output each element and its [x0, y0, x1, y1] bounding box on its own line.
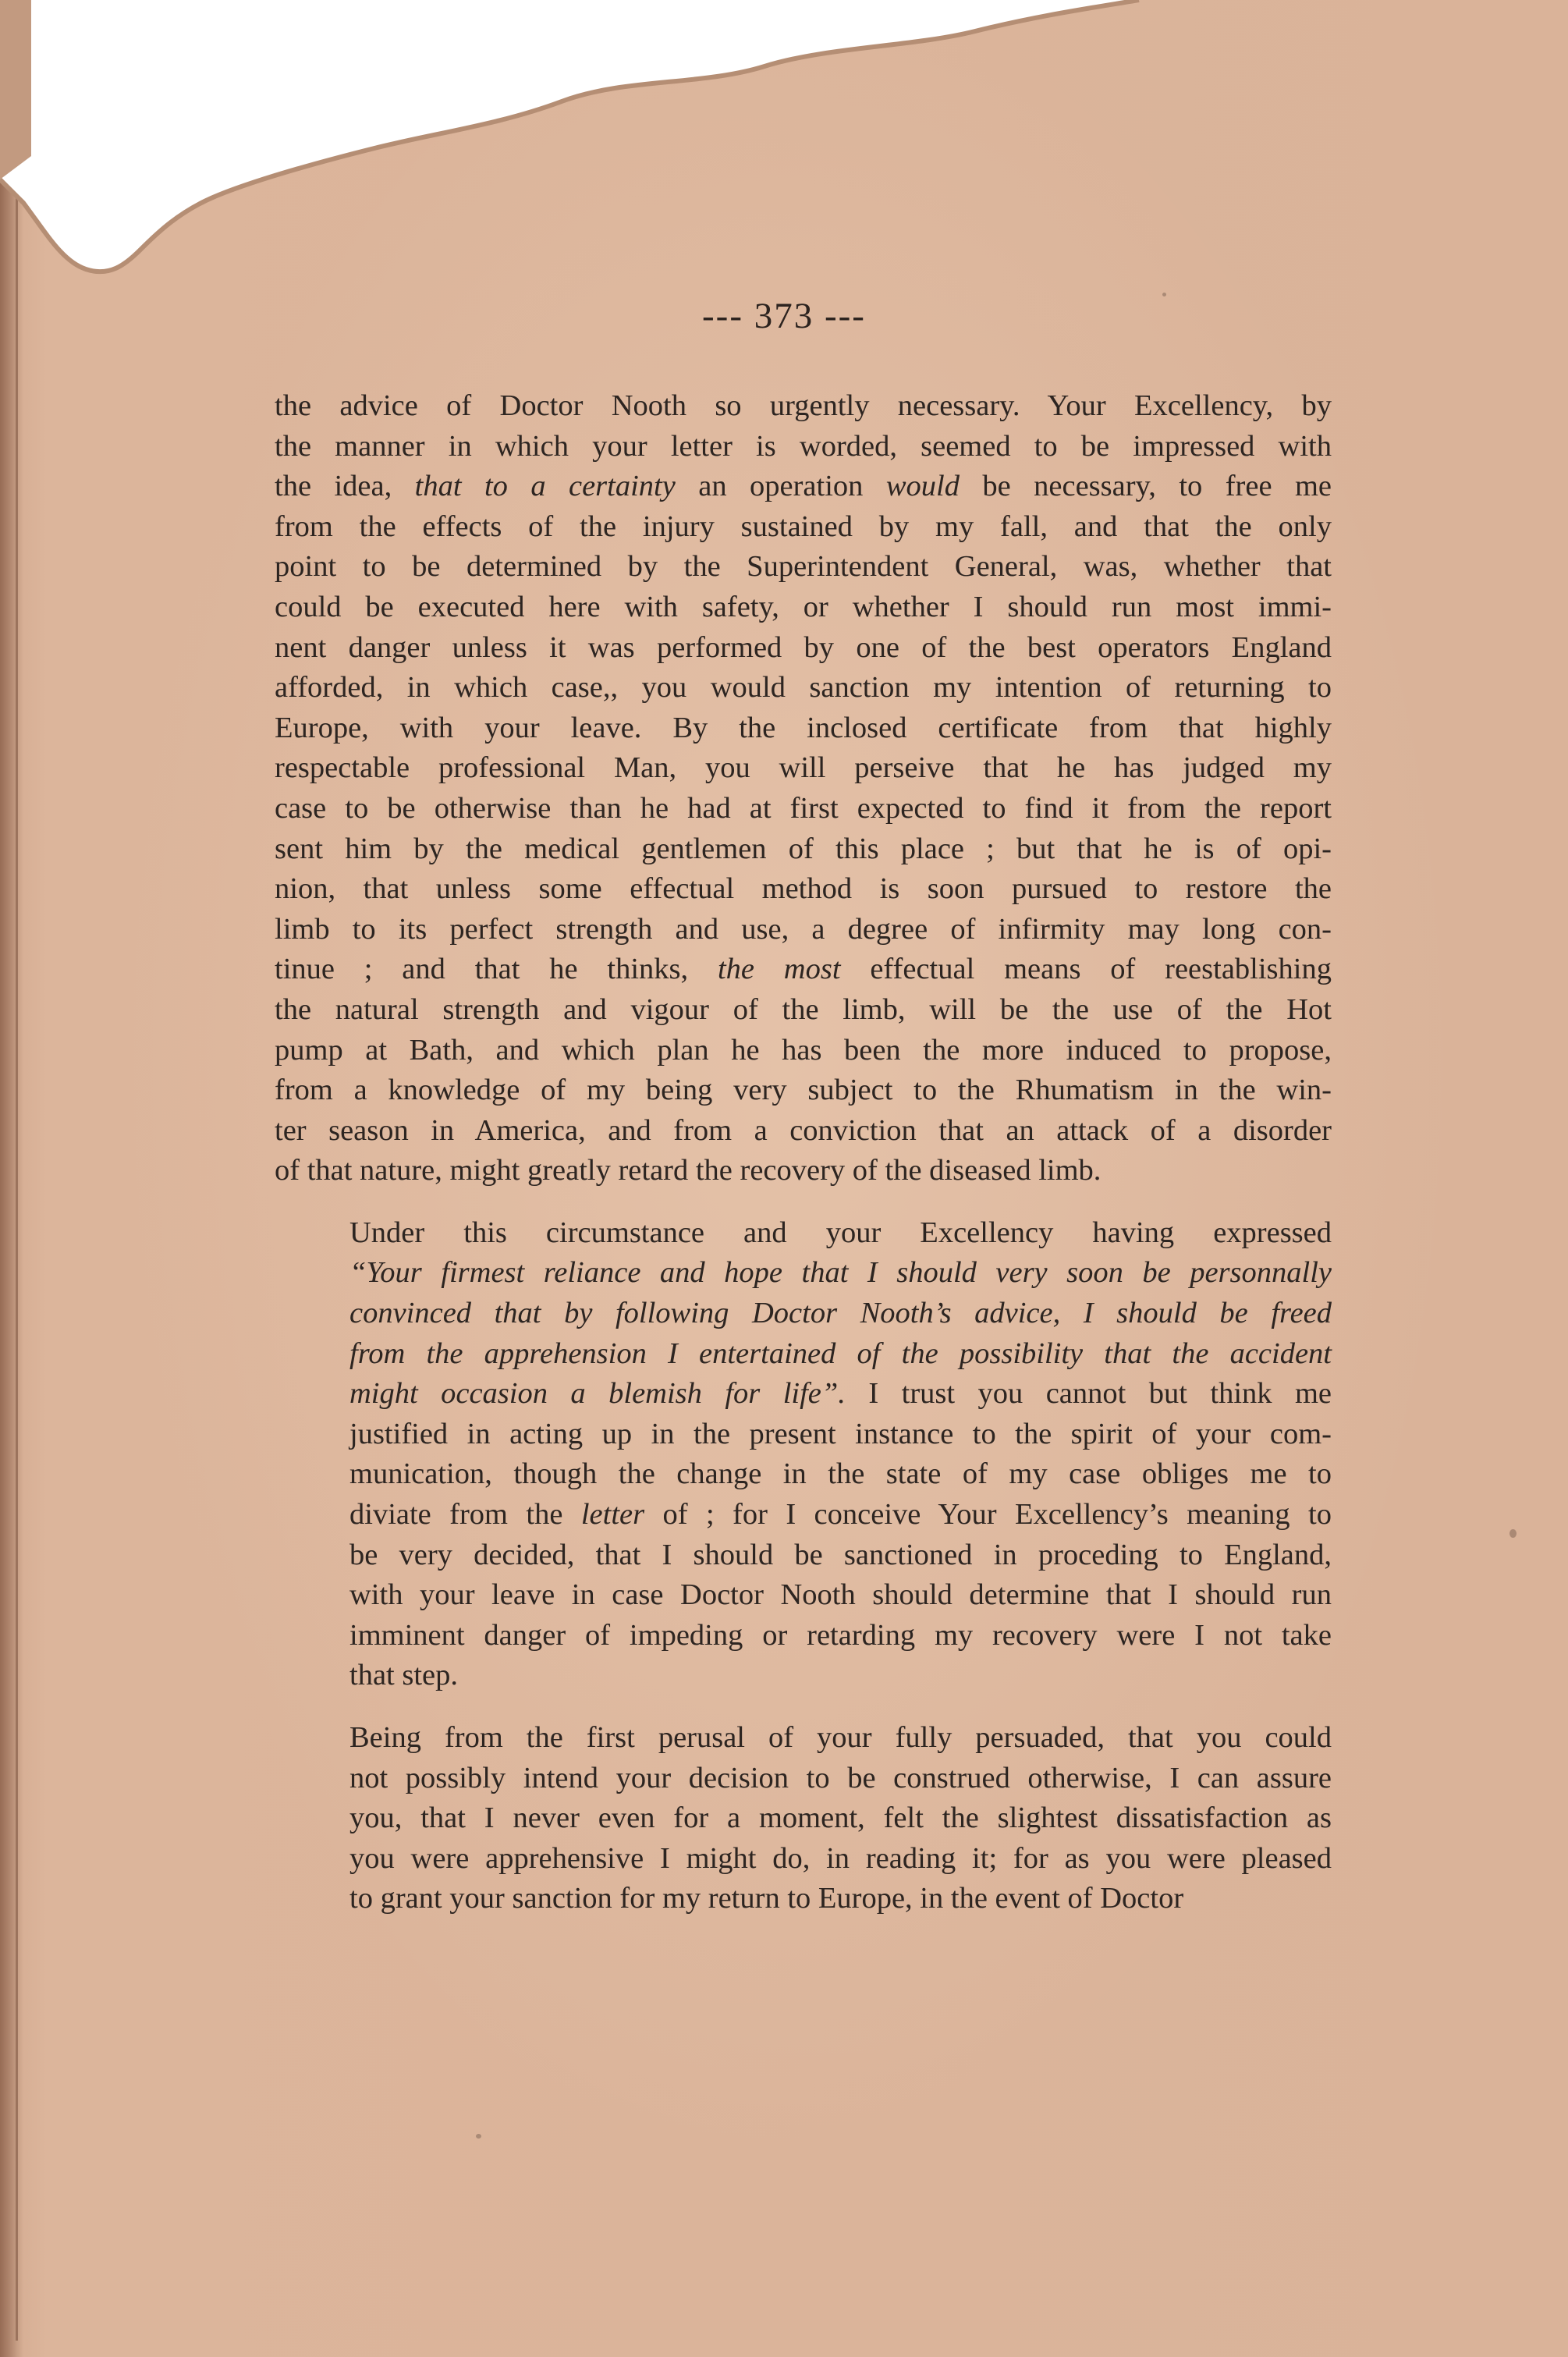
- text-run: the manner in which your letter is worded, seemed to be impressed with: [275, 429, 1332, 463]
- text-run: of that nature, might greatly retard the recovery of the diseased limb.: [275, 1154, 1102, 1187]
- text-run: Europe, with your leave. By the inclosed certificate from that highly: [275, 711, 1332, 744]
- text-run: could be executed here with safety, or whether I should run most immi-: [275, 590, 1332, 623]
- text-line: [275, 1151, 1332, 1191]
- text-run: respectable professional Man, you will perseive that he has judged my: [275, 751, 1332, 785]
- text-line: [275, 1535, 1332, 1576]
- text-line: [275, 1798, 1332, 1839]
- text-line: [275, 1334, 1332, 1375]
- text-line: [275, 467, 1332, 507]
- text-run: the advice of Doctor Nooth so urgently necessary. Your Excellency, by: [275, 389, 1332, 422]
- text-line: [275, 708, 1332, 749]
- text-run: with your leave in case Doctor Nooth should determine that I should run: [349, 1578, 1332, 1612]
- text-line: [275, 869, 1332, 910]
- binding-shadow: [0, 0, 23, 2357]
- body-text: [275, 386, 1332, 1919]
- text-line: [275, 1759, 1332, 1799]
- text-run: effectual means of reestablishing: [840, 953, 1332, 986]
- text-line: [275, 829, 1332, 870]
- text-line: [275, 1415, 1332, 1455]
- text-run: from the apprehension I entertained of the possibility that the accident: [349, 1336, 1332, 1370]
- text-run: would: [885, 470, 960, 503]
- text-run: I trust you cannot but think me: [845, 1377, 1332, 1411]
- text-run: of ; for I conceive Your Excellency’s meaning to: [644, 1498, 1332, 1532]
- text-run: might occasion a blemish for life”.: [349, 1377, 846, 1411]
- paper-speck: [1162, 293, 1166, 296]
- text-run: nent danger unless it was performed by one of the best operators England: [275, 630, 1332, 664]
- text-line: [275, 910, 1332, 950]
- text-run: pump at Bath, and which plan he has been the more induced to propose,: [275, 1033, 1332, 1067]
- torn-corner-decoration: [0, 0, 1568, 296]
- page-number: --- 373 ---: [702, 296, 866, 336]
- text-line: [275, 1253, 1332, 1294]
- text-line: [275, 1656, 1332, 1696]
- text-run: ter season in America, and from a conviction that an attack of a disorder: [275, 1113, 1332, 1147]
- paragraph: [275, 386, 1332, 1191]
- text-line: [275, 1031, 1332, 1071]
- text-run: be necessary, to free me: [959, 470, 1332, 503]
- text-line: [275, 1575, 1332, 1616]
- text-run: letter: [580, 1498, 645, 1532]
- text-run: limb to its perfect strength and use, a degree of infirmity may long con-: [275, 912, 1332, 946]
- text-line: [275, 1879, 1332, 1919]
- text-line: [275, 789, 1332, 829]
- text-run: the natural strength and vigour of the limb, will be the use of the Hot: [275, 992, 1332, 1026]
- binding-edge: [16, 94, 18, 2341]
- text-line: [275, 628, 1332, 669]
- text-run: munication, though the change in the state of my case obliges me to: [349, 1457, 1332, 1491]
- text-run: be very decided, that I should be sanctioned in proceding to England,: [349, 1538, 1332, 1571]
- text-run: diviate from the: [349, 1498, 581, 1532]
- text-line: [275, 587, 1332, 628]
- paper-speck: [1509, 1529, 1517, 1538]
- text-line: [275, 507, 1332, 548]
- text-run: Being from the first perusal of your fully persuaded, that you could: [349, 1721, 1332, 1754]
- text-line: [275, 1294, 1332, 1334]
- text-line: [275, 990, 1332, 1031]
- text-run: sent him by the medical gentlemen of this place ; but that he is of opi-: [275, 832, 1332, 865]
- text-run: an operation: [675, 470, 886, 503]
- text-line: [275, 1374, 1332, 1415]
- text-run: from a knowledge of my being very subject to the Rhumatism in the win-: [275, 1074, 1332, 1107]
- text-line: [275, 1454, 1332, 1495]
- text-line: [275, 668, 1332, 708]
- text-run: from the effects of the injury sustained by my fall, and that the only: [275, 509, 1332, 543]
- text-line: [275, 386, 1332, 427]
- text-run: that step.: [349, 1659, 458, 1692]
- text-line: [275, 1718, 1332, 1759]
- text-run: you, that I never even for a moment, felt the slightest dissatisfaction as: [349, 1801, 1332, 1835]
- text-line: [275, 1111, 1332, 1152]
- text-line: [275, 1070, 1332, 1111]
- text-line: [275, 547, 1332, 587]
- text-run: afforded, in which case,, you would sanction my intention of returning to: [275, 671, 1332, 705]
- text-line: [275, 1213, 1332, 1254]
- text-run: case to be otherwise than he had at first expected to find it from the report: [275, 791, 1332, 825]
- text-line: [275, 1616, 1332, 1656]
- text-run: imminent danger of impeding or retarding my recovery were I not take: [349, 1618, 1332, 1652]
- text-run: point to be determined by the Superintendent General, was, whether that: [275, 550, 1332, 584]
- text-run: nion, that unless some effectual method is soon pursued to restore the: [275, 872, 1332, 906]
- text-run: that to a certainty: [414, 470, 676, 503]
- text-line: [275, 748, 1332, 789]
- paragraph: [275, 1718, 1332, 1919]
- paragraph: [275, 1213, 1332, 1696]
- text-run: the most: [717, 953, 841, 986]
- text-run: tinue ; and that he thinks,: [275, 953, 718, 986]
- text-line: [275, 1495, 1332, 1535]
- text-run: the idea,: [275, 470, 415, 503]
- text-line: [275, 950, 1332, 990]
- paper-speck: [476, 2134, 481, 2139]
- text-run: to grant your sanction for my return to Europe, in the event of Doctor: [349, 1882, 1184, 1915]
- text-run: Under this circumstance and your Excellency having expressed: [349, 1216, 1332, 1249]
- text-line: [275, 427, 1332, 467]
- text-line: [275, 1839, 1332, 1880]
- text-run: not possibly intend your decision to be construed otherwise, I can assure: [349, 1761, 1332, 1794]
- text-run: you were apprehensive I might do, in reading it; for as you were pleased: [349, 1841, 1332, 1875]
- text-run: convinced that by following Doctor Nooth’s advice, I should be freed: [349, 1297, 1332, 1330]
- text-run: justified in acting up in the present instance to the spirit of your com-: [349, 1417, 1332, 1450]
- text-run: “Your firmest reliance and hope that I should very soon be personnally: [349, 1256, 1332, 1290]
